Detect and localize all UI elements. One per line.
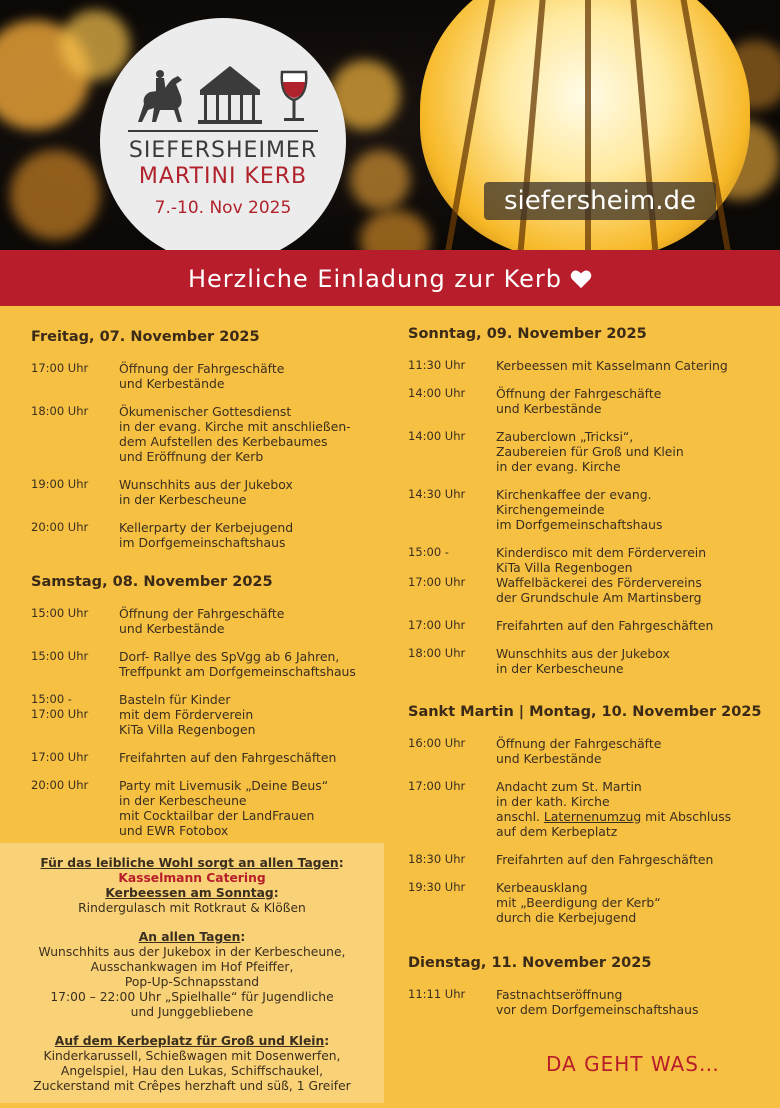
schedule-event bbox=[408, 646, 768, 676]
schedule-event bbox=[408, 429, 768, 474]
event-description: Ökumenischer Gottesdienst in der evang. Kirche mit anschließen- dem Aufstellen des Kerbebaumes und Eröffnung der Kerb bbox=[119, 404, 351, 464]
event-time: 20:00 Uhr bbox=[31, 778, 89, 792]
invitation-banner bbox=[0, 250, 780, 306]
event-description: Freifahrten auf den Fahrgeschäften bbox=[496, 618, 714, 633]
day-heading: Dienstag, 11. November 2025 bbox=[408, 955, 652, 971]
schedule-event bbox=[408, 575, 768, 605]
schedule-event bbox=[31, 692, 381, 737]
event-description: Öffnung der Fahrgeschäfte und Kerbestände bbox=[119, 361, 285, 391]
event-time: 18:00 Uhr bbox=[408, 646, 466, 660]
event-time: 14:00 Uhr bbox=[408, 386, 466, 400]
event-description: Öffnung der Fahrgeschäfte und Kerbestände bbox=[496, 386, 662, 416]
event-description: Kellerparty der Kerbejugend im Dorfgemeinschaftshaus bbox=[119, 520, 294, 550]
event-description: Öffnung der Fahrgeschäfte und Kerbestände bbox=[119, 606, 285, 636]
logo-icons bbox=[130, 60, 320, 130]
schedule-right bbox=[408, 327, 768, 1030]
slogan: DA GEHT WAS… bbox=[546, 1052, 720, 1076]
event-time: 14:30 Uhr bbox=[408, 487, 466, 501]
event-time: 14:00 Uhr bbox=[408, 429, 466, 443]
heart-icon bbox=[570, 268, 592, 290]
event-time: 20:00 Uhr bbox=[31, 520, 89, 534]
schedule-event bbox=[408, 618, 768, 633]
event-time: 15:00 Uhr bbox=[31, 606, 89, 620]
event-time: 19:30 Uhr bbox=[408, 880, 466, 894]
event-description: Wunschhits aus der Jukebox in der Kerbescheune bbox=[119, 477, 293, 507]
event-time: 17:00 Uhr bbox=[31, 750, 89, 764]
schedule-event bbox=[408, 487, 768, 532]
banner-text: Herzliche Einladung zur Kerb bbox=[187, 265, 563, 293]
schedule-event bbox=[408, 987, 768, 1017]
event-description: Freifahrten auf den Fahrgeschäften bbox=[119, 750, 337, 765]
schedule-event bbox=[31, 404, 381, 464]
website-link[interactable]: siefersheim.de bbox=[484, 182, 716, 220]
caterer-name: Kasselmann Catering bbox=[118, 871, 266, 885]
event-time: 17:00 Uhr bbox=[408, 618, 466, 632]
info-text: Für das leibliche Wohl sorgt an allen Tagen: Kasselmann Catering Kerbeessen am Sonntag: Rindergulasch mit Rotkraut & Klößen An allen Tagen: Wunschhits aus der Jukebox in der Kerbescheune, Ausschankwagen im Hof Pfeiffer, Pop-Up-Schnapsstand 17:00 – 22:00 Uhr „Spielhalle“ für Jugendliche und Junggebliebene Auf dem Kerbeplatz für Groß und Klein: Kinderkarussell, Schießwagen mit Dosenwerfen, Angelspiel, Hau den Lukas, Schiffschaukel, Zuckerstand mit Crêpes herzhaft und süß, 1 Greifer bbox=[8, 856, 376, 1108]
logo-title: SIEFERSHEIMER bbox=[128, 138, 318, 163]
logo-divider bbox=[128, 130, 318, 132]
event-description: Kirchenkaffee der evang. Kirchengemeinde im Dorfgemeinschaftshaus bbox=[496, 487, 663, 532]
event-description: Waffelbäckerei des Fördervereins der Grundschule Am Martinsberg bbox=[496, 575, 702, 605]
event-description: Kerbeessen mit Kasselmann Catering bbox=[496, 358, 728, 373]
event-description: Dorf- Rallye des SpVgg ab 6 Jahren, Treffpunkt am Dorfgemeinschaftshaus bbox=[119, 649, 356, 679]
event-description: Öffnung der Fahrgeschäfte und Kerbestände bbox=[496, 736, 662, 766]
event-description: Kerbeausklang mit „Beerdigung der Kerb“ durch die Kerbejugend bbox=[496, 880, 661, 925]
day-heading: Freitag, 07. November 2025 bbox=[31, 329, 260, 345]
wine-glass-icon bbox=[282, 72, 307, 121]
event-time: 11:30 Uhr bbox=[408, 358, 466, 372]
event-description: Zauberclown „Tricksi“, Zaubereien für Groß und Klein in der evang. Kirche bbox=[496, 429, 684, 474]
event-time: 15:00 Uhr bbox=[31, 649, 89, 663]
event-description: Basteln für Kinder mit dem Förderverein KiTa Villa Regenbogen bbox=[119, 692, 256, 737]
event-description: Wunschhits aus der Jukebox in der Kerbescheune bbox=[496, 646, 670, 676]
sunday-heading: Kerbeessen am Sonntag bbox=[105, 886, 274, 900]
lantern-parade-link: Laternenumzug bbox=[543, 809, 642, 824]
event-time: 19:00 Uhr bbox=[31, 477, 89, 491]
fair-text: Kinderkarussell, Schießwagen mit Dosenwerfen, Angelspiel, Hau den Lukas, Schiffschaukel, Zuckerstand mit Crêpes herzhaft und süß, 1 Greifer bbox=[33, 1049, 351, 1093]
event-time: 11:11 Uhr bbox=[408, 987, 466, 1001]
logo-subtitle: MARTINI KERB bbox=[138, 164, 308, 189]
schedule-event bbox=[31, 750, 381, 765]
day-heading: Sonntag, 09. November 2025 bbox=[408, 326, 647, 342]
carousel-icon bbox=[198, 66, 262, 124]
fair-heading: Auf dem Kerbeplatz für Groß und Klein bbox=[54, 1034, 325, 1048]
schedule-event bbox=[31, 361, 381, 391]
event-description: Party mit Livemusik „Deine Beus“ in der Kerbescheune mit Cocktailbar der LandFrauen und EWR Fotobox bbox=[119, 778, 329, 838]
event-time: 17:00 Uhr bbox=[31, 361, 89, 375]
schedule-event bbox=[408, 736, 768, 766]
daily-text: Wunschhits aus der Jukebox in der Kerbescheune, Ausschankwagen im Hof Pfeiffer, Pop-Up-Schnapsstand 17:00 – 22:00 Uhr „Spielhalle“ für Jugendliche und Junggebliebene bbox=[38, 945, 346, 1019]
food-heading: Für das leibliche Wohl sorgt an allen Tagen bbox=[40, 856, 339, 870]
event-time: 18:00 Uhr bbox=[31, 404, 89, 418]
schedule-left bbox=[31, 330, 381, 851]
schedule-event bbox=[408, 779, 768, 839]
schedule-event bbox=[408, 545, 768, 575]
schedule-event bbox=[408, 358, 768, 373]
logo-date: 7.-10. Nov 2025 bbox=[154, 198, 292, 218]
schedule-event bbox=[31, 520, 381, 550]
schedule-event bbox=[408, 880, 768, 925]
schedule-event bbox=[31, 477, 381, 507]
day-heading: Sankt Martin | Montag, 10. November 2025 bbox=[408, 704, 762, 720]
event-time: 17:00 Uhr bbox=[408, 575, 466, 589]
event-description: Freifahrten auf den Fahrgeschäften bbox=[496, 852, 714, 867]
schedule-event bbox=[31, 778, 381, 838]
event-time: 15:00 - bbox=[408, 545, 449, 559]
day-heading: Samstag, 08. November 2025 bbox=[31, 574, 273, 590]
event-description: Andacht zum St. Martin in der kath. Kirche anschl. Laternenumzug mit Abschluss auf dem Kerbeplatz bbox=[496, 779, 732, 839]
event-description: Kinderdisco mit dem Förderverein KiTa Villa Regenbogen bbox=[496, 545, 707, 575]
schedule-event bbox=[31, 649, 381, 679]
schedule-event bbox=[408, 386, 768, 416]
event-time: 15:00 - 17:00 Uhr bbox=[31, 692, 89, 721]
event-time: 16:00 Uhr bbox=[408, 736, 466, 750]
daily-heading: An allen Tagen bbox=[138, 930, 241, 944]
event-time: 18:30 Uhr bbox=[408, 852, 466, 866]
event-description: Fastnachtseröffnung vor dem Dorfgemeinschaftshaus bbox=[496, 987, 699, 1017]
sunday-text: Rindergulasch mit Rotkraut & Klößen bbox=[78, 901, 306, 915]
schedule-event bbox=[408, 852, 768, 867]
schedule-event bbox=[31, 606, 381, 636]
rider-icon bbox=[138, 70, 182, 122]
event-time: 17:00 Uhr bbox=[408, 779, 466, 793]
